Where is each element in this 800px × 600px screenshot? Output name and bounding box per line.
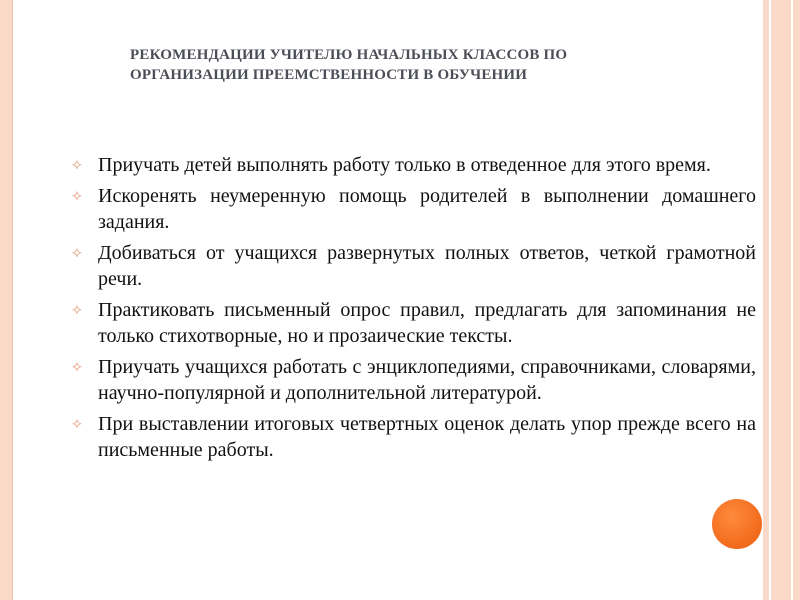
bullet-item <box>72 411 756 463</box>
bullet-text: Практиковать письменный опрос правил, предлагать для запоминания не только стихотворные, но и прозаические тексты. <box>98 299 756 347</box>
bullet-text: Приучать учащихся работать с энциклопедиями, справочниками, словарями, научно-популярной и дополнительной литературой. <box>98 356 756 404</box>
bullet-text: Добиваться от учащихся развернутых полных ответов, четкой грамотной речи. <box>98 242 756 290</box>
bullet-marker-icon: ⟡ <box>72 302 82 318</box>
orange-circle-decoration <box>712 499 762 549</box>
bullet-text: При выставлении итоговых четвертных оценок делать упор прежде всего на письменные работы. <box>98 413 756 461</box>
slide-title: РЕКОМЕНДАЦИИ УЧИТЕЛЮ НАЧАЛЬНЫХ КЛАССОВ ПО ОРГАНИЗАЦИИ ПРЕЕМСТВЕННОСТИ В ОБУЧЕНИИ <box>130 47 568 83</box>
bullet-marker-icon: ⟡ <box>72 188 82 204</box>
bullet-list <box>72 152 756 468</box>
bullet-marker-icon: ⟡ <box>72 157 82 173</box>
bullet-marker-icon: ⟡ <box>72 359 82 375</box>
bullet-item <box>72 240 756 292</box>
bullet-marker-icon: ⟡ <box>72 416 82 432</box>
bullet-item <box>72 152 756 178</box>
bullet-marker-icon: ⟡ <box>72 245 82 261</box>
bullet-text: Искоренять неумеренную помощь родителей в выполнении домашнего задания. <box>98 185 756 233</box>
bullet-text: Приучать детей выполнять работу только в отведенное для этого время. <box>98 154 711 176</box>
bullet-item <box>72 297 756 349</box>
decorative-stripes <box>763 0 800 600</box>
bullet-item <box>72 183 756 235</box>
bullet-item <box>72 354 756 406</box>
